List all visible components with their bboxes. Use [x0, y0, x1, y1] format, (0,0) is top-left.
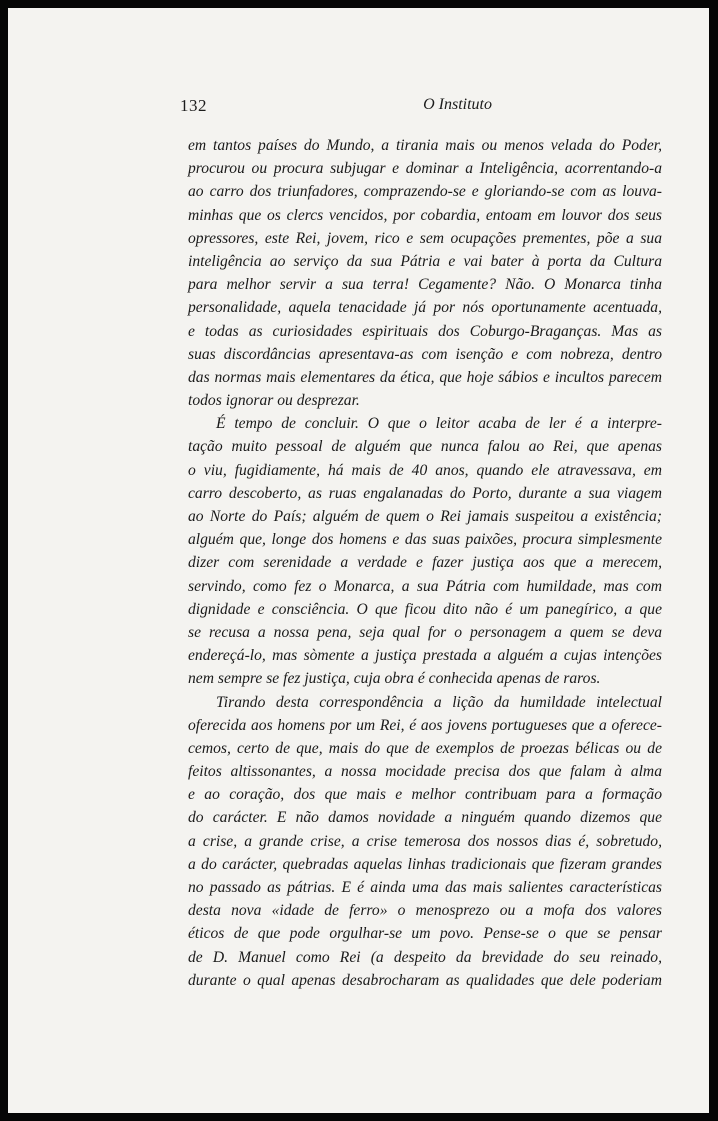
- body-text: [188, 134, 662, 992]
- text-line: ao carro dos triunfadores, comprazendo-se e gloriando-se com as louva-: [188, 183, 662, 201]
- text-line: durante o qual apenas desabrocharam as qualidades que dele poderiam: [188, 971, 662, 989]
- text-line: cemos, certo de que, mais do que de exemplos de proezas bélicas ou de: [188, 739, 662, 757]
- text-line: éticos de que pode orgulhar-se um povo. Pense-se o que se pensar: [188, 925, 662, 943]
- text-line: a do carácter, quebradas aquelas linhas tradicionais que fizeram grandes: [188, 855, 662, 873]
- page-header: [180, 96, 492, 120]
- text-line: do carácter. E não damos novidade a ninguém quando dizemos que: [188, 809, 662, 827]
- text-line: e todas as curiosidades espirituais dos Coburgo-Braganças. Mas as: [188, 322, 662, 340]
- text-line: e ao coração, dos que mais e melhor contribuam para a formação: [188, 786, 662, 804]
- text-line: feitos altissonantes, a nossa mocidade precisa dos que falam à alma: [188, 763, 662, 781]
- page-number: 132: [180, 96, 207, 115]
- text-line: minhas que os clercs vencidos, por cobardia, entoam em louvor dos seus: [188, 206, 662, 224]
- text-line: se recusa a nossa pena, seja qual for o personagem a quem se deva: [188, 623, 662, 641]
- text-line: de D. Manuel como Rei (a despeito da brevidade do seu reinado,: [188, 948, 662, 966]
- text-line: ao Norte do País; alguém de quem o Rei jamais suspeitou a existência;: [188, 508, 662, 525]
- text-line: oferecida aos homens por um Rei, é aos jovens portugueses que a oferece-: [188, 716, 662, 734]
- text-line: alguém que, longe dos homens e das suas paixões, procura simplesmente: [188, 531, 662, 549]
- paragraph-start-line: Tirando desta correspondência a lição da humildade intelectual: [216, 693, 662, 711]
- text-line: o viu, fugidiamente, há mais de 40 anos, quando ele atravessava, em: [188, 461, 662, 479]
- document-page: [8, 8, 709, 1113]
- text-line: endereçá-lo, mas sòmente a justiça prestada a alguém a cujas intenções: [188, 647, 662, 665]
- text-line: dignidade e consciência. O que ficou dito não é um panegírico, a que: [188, 600, 662, 618]
- text-line: para melhor servir a sua terra! Cegamente? Não. O Monarca tinha: [188, 276, 662, 294]
- text-line: a crise, a grande crise, a crise temerosa dos nossos dias é, sobretudo,: [188, 832, 662, 850]
- text-line: todos ignorar ou desprezar.: [188, 392, 360, 410]
- text-line: personalidade, aquela tenacidade já por nós oportunamente acentuada,: [188, 299, 662, 317]
- text-line: tação muito pessoal de alguém que nunca falou ao Rei, que apenas: [188, 438, 662, 456]
- text-line: dizer com serenidade a verdade e fazer justiça aos que a merecem,: [188, 554, 662, 572]
- running-title: O Instituto: [423, 96, 492, 113]
- text-line: em tantos países do Mundo, a tirania mais ou menos velada do Poder,: [188, 137, 662, 154]
- text-line: nem sempre se fez justiça, cuja obra é conhecida apenas de raros.: [188, 670, 601, 688]
- text-line: opressores, este Rei, jovem, rico e sem ocupações prementes, põe a sua: [188, 229, 662, 247]
- text-line: das normas mais elementares da ética, que hoje sábios e incultos parecem: [188, 368, 662, 386]
- text-line: suas discordâncias apresentava-as com isenção e com nobreza, dentro: [188, 345, 662, 363]
- paragraph-start-line: É tempo de concluir. O que o leitor acaba de ler é a interpre-: [216, 415, 662, 433]
- text-line: inteligência ao serviço da sua Pátria e vai bater à porta da Cultura: [188, 252, 662, 270]
- text-line: procurou ou procura subjugar e dominar a Inteligência, acorrentando-a: [188, 160, 662, 178]
- text-line: desta nova «idade de ferro» o menosprezo ou a mofa dos valores: [188, 902, 662, 920]
- text-line: servindo, como fez o Monarca, a sua Pátria com humildade, mas com: [188, 577, 662, 595]
- text-line: no passado as pátrias. E é ainda uma das mais salientes características: [188, 879, 662, 896]
- text-line: carro descoberto, as ruas engalanadas do Porto, durante a sua viagem: [188, 484, 662, 502]
